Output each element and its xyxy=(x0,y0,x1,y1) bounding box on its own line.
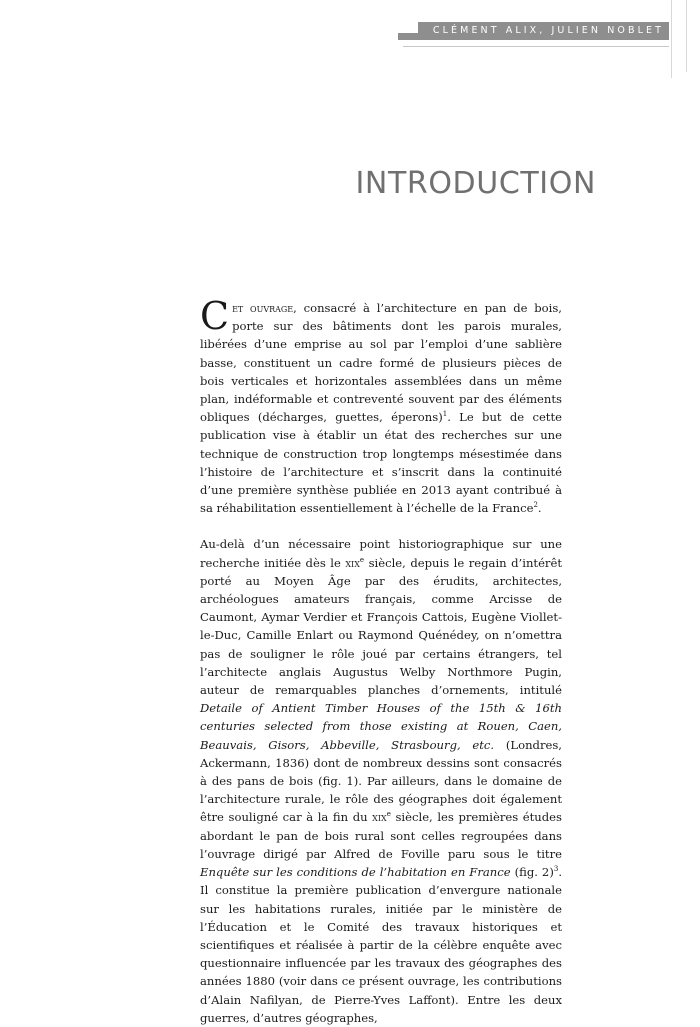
book-title-pugin: Detaile of Antient Timber Houses of the 15th & 16th centuries selected from those existing at Rouen, Caen, Beauvais, Gisors, Abbeville, Strasbourg, etc. xyxy=(200,701,562,752)
book-title-enquete: Enquête sur les conditions de l’habitation en France xyxy=(200,865,511,880)
margin-rule-left xyxy=(671,0,672,78)
paragraph-2-text-2: siècle, depuis le regain d’intérêt porté au Moyen Âge par des érudits, architectes, archéologues amateurs français, comme Arcisse de Caumont, Aymar Verdier et François Cattois, Eugène Viollet-le-Duc, Camille Enlart ou Raymond Quénédey, on n’omettra pas de souligner le rôle joué par certains étrangers, tel l’architecte anglais Augustus Welby Northmore Pugin, auteur de remarquables planches d’ornements, intitulé xyxy=(200,555,562,698)
paragraph-2-text-4: siècle, les premières études abordant le pan de bois rural sont celles regroupées dans l’ouvrage dirigé par Alfred de Foville paru sous le titre xyxy=(200,810,562,861)
body-text xyxy=(200,294,562,1027)
lead-in-small-caps: et ouvrage xyxy=(232,301,294,315)
margin-rule-right xyxy=(686,0,687,72)
paragraph-2-text-5: (fig. 2) xyxy=(510,865,554,880)
century-numeral-1: xix xyxy=(345,555,360,570)
running-header-authors: CLÉMENT ALIX, JULIEN NOBLET xyxy=(432,25,664,36)
paragraph-1 xyxy=(200,294,562,517)
century-numeral-2: xix xyxy=(372,810,387,825)
paragraph-2-text-3: (Londres, Ackermann, 1836) dont de nombreux dessins sont consacrés à des pans de bois (fig. 1). Par ailleurs, dans le domaine de l’architecture rurale, le rôle des géographes doit également être souligné car à la fin du xyxy=(200,737,562,825)
paragraph-2-text-6: . Il constitue la première publication d’envergure nationale sur les habitations rurales, initiée par le ministère de l’Éducation et le Comité des travaux historiques et scientifiques et réalisée à partir de la célèbre enquête avec questionnaire influencée par les travaux des géographes des années 1880 (voir dans ce présent ouvrage, les contributions d’Alain Nafilyan, de Pierre-Yves Laffont). Entre les deux guerres, d’autres géographes, xyxy=(200,865,562,1025)
footnote-ref-2: 2 xyxy=(533,501,538,510)
paragraph-1-text-3: . xyxy=(537,501,542,516)
paragraph-2-text-1: Au-delà d’un nécessaire point historiographique sur une recherche initiée dès le xyxy=(200,537,562,570)
header-underline xyxy=(403,46,669,47)
footnote-ref-3: 3 xyxy=(553,865,559,874)
paragraph-1-text-2: . Le but de cette publication vise à établir un état des recherches sur une technique de construction trop longtemps mésestimée dans l’histoire de l’architecture et s’inscrit dans la continuité d’une première synthèse publiée en 2013 ayant contribué à sa réhabilitation essentiellement à l’échelle de la France xyxy=(200,410,562,516)
chapter-title: INTRODUCTION xyxy=(355,166,596,202)
footnote-ref-1: 1 xyxy=(442,410,448,419)
paragraph-1-text-1: , consacré à l’architecture en pan de bois, porte sur des bâtiments dont les parois murales, libérées d’une emprise au sol par l’emploi d’une sablière basse, constituent un cadre formé de plusieurs pièces de bois verticales et horizontales assemblées dans un même plan, indéformable et contreventé souvent par des éléments obliques (décharges, guettes, éperons) xyxy=(200,301,562,425)
drop-cap: C xyxy=(200,294,230,338)
header-accent-mark xyxy=(398,33,418,40)
century-suffix-1: e xyxy=(359,555,365,564)
century-suffix-2: e xyxy=(386,810,391,819)
paragraph-2 xyxy=(200,535,562,1026)
